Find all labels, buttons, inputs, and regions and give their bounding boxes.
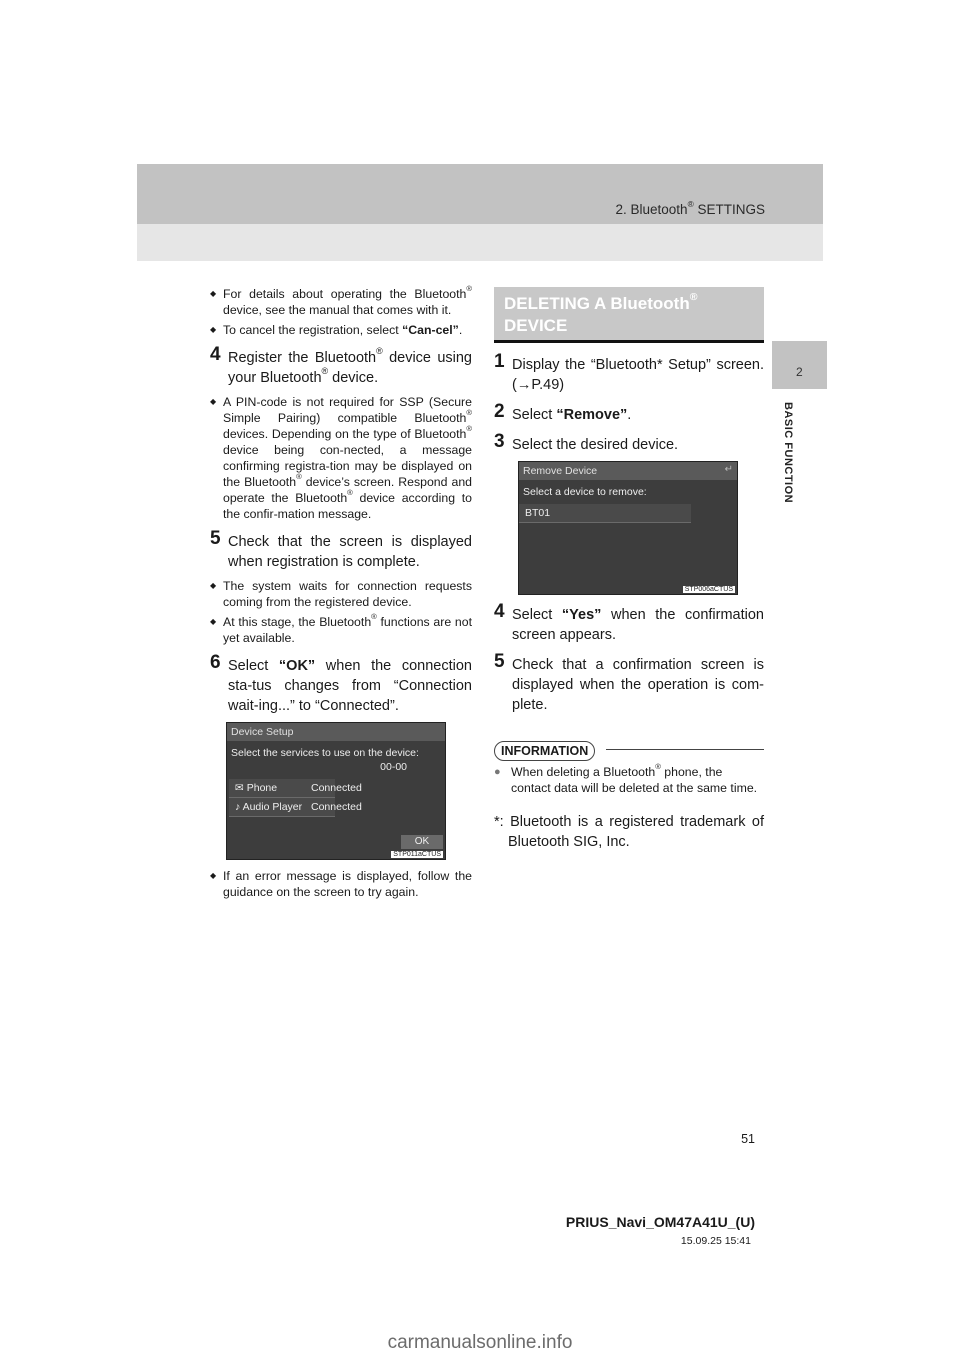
page-number: 51 <box>741 1132 755 1146</box>
bullet-waits: ◆ The system waits for connection requests coming from the registered device. <box>210 578 472 610</box>
information-rule <box>606 749 764 750</box>
left-column <box>210 286 472 904</box>
information-label: INFORMATION <box>494 741 595 761</box>
chapter-label: BASIC FUNCTION <box>782 402 794 504</box>
bullet-details: ◆ For details about operating the Bluetooth® device, see the manual that comes with it. <box>210 286 472 318</box>
screen-title: Device Setup <box>227 723 445 741</box>
bullet-stage: ◆ At this stage, the Bluetooth® functions are not yet available. <box>210 614 472 646</box>
ok-button[interactable]: OK <box>401 835 443 849</box>
bullet-pin-code: ◆ A PIN-code is not required for SSP (Secure Simple Pairing) compatible Bluetooth® devices. Depending on the type of Bluetooth® device being con-nected, a message confirming registra-tion may be displayed on the Bluetooth® device’s screen. Respond and operate the Bluetooth® device according to the confir-mation message. <box>210 394 472 522</box>
music-note-icon: ♪ <box>235 801 241 813</box>
document-id: PRIUS_Navi_OM47A41U_(U) <box>565 1214 755 1230</box>
timestamp: 15.09.25 15:41 <box>680 1235 751 1247</box>
step-6-ok: 6 Select “OK” when the connection sta-tus changes from “Connection wait-ing...” to “Connected”. <box>210 652 472 714</box>
step-4-register: 4 Register the Bluetooth® device using your Bluetooth® device. <box>210 344 472 386</box>
watermark: carmanualsonline.info <box>387 1332 573 1353</box>
image-code-remove: STP006aCTUS <box>684 586 733 593</box>
section-title: 2. Bluetooth® SETTINGS <box>615 198 765 217</box>
remove-device-screenshot <box>518 461 738 595</box>
image-code: STP011aCTUS <box>393 851 441 858</box>
step-1-display: 1 Display the “Bluetooth* Setup” screen. (→P.49) <box>494 351 764 393</box>
header-subbar <box>137 224 823 261</box>
bullet-cancel: ◆ To cancel the registration, select “Can-cel”. <box>210 322 472 338</box>
screen-subtitle-remove: Select a device to remove: <box>523 486 647 498</box>
screen-title-remove: Remove Device <box>519 462 737 480</box>
device-setup-screenshot <box>226 722 446 860</box>
service-row-audio[interactable]: ♪ Audio Player Connected <box>229 798 335 817</box>
right-column <box>494 287 764 867</box>
chapter-tab <box>772 341 827 389</box>
information-note: ● When deleting a Bluetooth® phone, the contact data will be deleted at the same time. <box>494 764 764 796</box>
back-icon: ↵ <box>724 464 733 475</box>
step-5-check: 5 Check that the screen is displayed when registration is complete. <box>210 528 472 570</box>
bullet-error: ◆ If an error message is displayed, follow the guidance on the screen to try again. <box>210 868 472 900</box>
trademark-footnote: *: Bluetooth is a registered trademark of Bluetooth SIG, Inc. <box>494 814 764 850</box>
screen-subtitle: Select the services to use on the device: <box>231 747 419 759</box>
header-bar <box>137 164 823 224</box>
device-row-bt01[interactable]: BT01 <box>519 504 691 523</box>
device-code: 00-00 <box>380 761 407 773</box>
step-2-remove: 2 Select “Remove”. <box>494 401 632 423</box>
step-5-confirm: 5 Check that a confirmation screen is displayed when the operation is com-plete. <box>494 651 764 713</box>
step-3-select: 3 Select the desired device. <box>494 431 679 453</box>
service-row-phone[interactable]: ✉ Phone Connected <box>229 779 335 798</box>
chapter-number: 2 <box>796 365 803 379</box>
step-4-yes: 4 Select “Yes” when the confirmation screen appears. <box>494 601 764 643</box>
phone-icon: ✉ <box>235 782 244 794</box>
section-heading: DELETING A Bluetooth® DEVICE <box>494 287 764 343</box>
